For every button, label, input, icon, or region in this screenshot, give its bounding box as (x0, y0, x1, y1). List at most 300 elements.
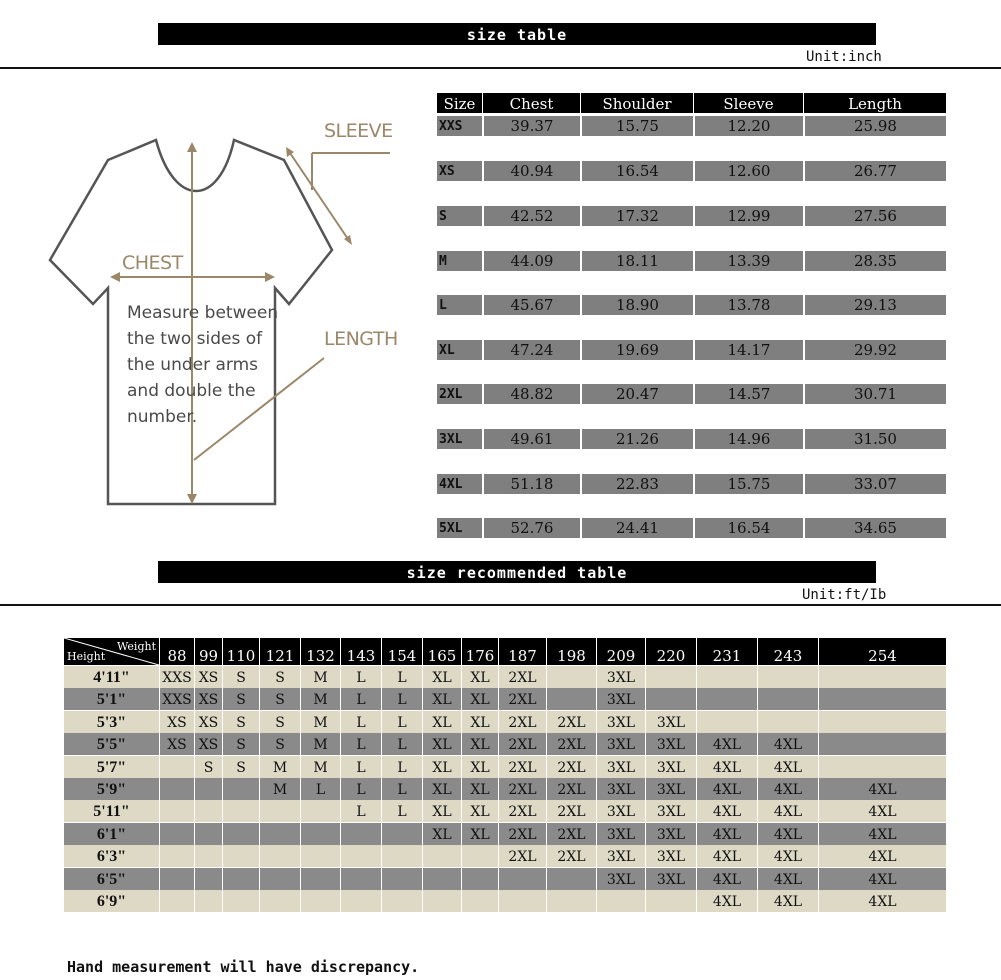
recommend-size-cell (645, 890, 696, 912)
sleeve-label: SLEEVE (324, 120, 393, 142)
height-cell: 5'11" (93, 803, 130, 821)
weight-header-cell: 88 (159, 638, 194, 665)
recommend-size-cell: XL (422, 778, 461, 800)
recommend-size-cell: XS (194, 711, 222, 733)
recommend-size-cell (159, 868, 194, 890)
recommend-size-cell: 4XL (696, 890, 757, 912)
measure-cell: 40.94 (482, 161, 580, 181)
recommend-size-cell: 4XL (696, 845, 757, 867)
measure-cell: 24.41 (580, 518, 693, 538)
recommend-size-cell: L (381, 778, 422, 800)
size-cell: XXS (439, 119, 463, 134)
recommend-size-cell: L (381, 756, 422, 778)
measure-cell: 29.13 (803, 295, 946, 315)
corner-weight-label: Weight (117, 640, 156, 653)
recommend-size-cell (259, 823, 300, 845)
recommend-size-cell: L (340, 778, 381, 800)
chest-label: CHEST (122, 252, 183, 274)
recommend-size-cell: M (300, 711, 340, 733)
weight-header-cell: 143 (340, 638, 381, 665)
recommend-size-cell: 4XL (818, 890, 946, 912)
recommend-size-cell (696, 688, 757, 710)
recommend-size-cell: L (340, 666, 381, 688)
recommend-size-cell: 3XL (645, 800, 696, 822)
recommend-size-cell (340, 890, 381, 912)
weight-header-cell: 209 (596, 638, 645, 665)
measure-cell: 52.76 (482, 518, 580, 538)
recommend-size-cell: L (381, 711, 422, 733)
recommend-size-cell: 2XL (498, 845, 546, 867)
recommend-size-cell (300, 800, 340, 822)
header-shoulder: Shoulder (580, 93, 693, 113)
recommend-size-cell: XL (422, 823, 461, 845)
measure-cell: 22.83 (580, 474, 693, 494)
recommend-size-cell: XL (461, 756, 498, 778)
recommend-size-cell: L (340, 688, 381, 710)
weight-header-cell: 132 (300, 638, 340, 665)
size-row (437, 384, 946, 404)
measure-cell: 29.92 (803, 340, 946, 360)
recommend-size-cell: XS (194, 666, 222, 688)
header-sleeve: Sleeve (693, 93, 803, 113)
weight-header-cell: 121 (259, 638, 300, 665)
height-cell: 5'3" (96, 713, 127, 731)
recommend-size-cell (381, 845, 422, 867)
recommend-size-cell (222, 778, 259, 800)
recommend-size-cell: M (300, 733, 340, 755)
recommend-size-cell (757, 711, 818, 733)
recommend-size-cell: 2XL (546, 756, 596, 778)
recommend-size-cell: 3XL (596, 800, 645, 822)
recommend-size-cell: 2XL (546, 778, 596, 800)
measure-cell: 51.18 (482, 474, 580, 494)
recommend-size-cell: 3XL (596, 778, 645, 800)
recommend-size-cell: M (259, 778, 300, 800)
recommend-size-cell: 4XL (696, 868, 757, 890)
recommend-row (64, 756, 946, 778)
recommend-size-cell: XS (194, 688, 222, 710)
size-cell: XL (439, 343, 455, 358)
recommend-size-cell (340, 845, 381, 867)
recommend-size-cell: 2XL (498, 733, 546, 755)
recommend-size-cell: 3XL (645, 823, 696, 845)
recommend-row (64, 711, 946, 733)
recommend-size-cell (696, 666, 757, 688)
size-row (437, 340, 946, 360)
recommend-size-cell: 3XL (645, 733, 696, 755)
tshirt-diagram (44, 90, 404, 520)
height-cell: 6'1" (96, 825, 127, 843)
recommend-size-cell: L (340, 733, 381, 755)
recommend-size-cell (194, 778, 222, 800)
height-cell: 6'3" (96, 848, 127, 866)
recommend-size-cell (498, 868, 546, 890)
recommend-table-banner: size recommended table (158, 561, 876, 583)
measure-cell: 16.54 (693, 518, 803, 538)
recommend-size-cell (222, 800, 259, 822)
measure-cell: 13.78 (693, 295, 803, 315)
recommend-size-cell: S (222, 756, 259, 778)
size-table (437, 93, 946, 537)
weight-header-cell: 187 (498, 638, 546, 665)
recommend-size-cell: 4XL (757, 890, 818, 912)
recommend-size-cell (498, 890, 546, 912)
recommend-size-cell: M (259, 756, 300, 778)
measure-cell: 18.11 (580, 251, 693, 271)
measure-cell: 18.90 (580, 295, 693, 315)
recommend-size-cell (159, 756, 194, 778)
measure-cell: 44.09 (482, 251, 580, 271)
recommend-size-cell: L (381, 800, 422, 822)
recommend-size-cell: 2XL (498, 666, 546, 688)
recommend-size-cell: 4XL (757, 845, 818, 867)
size-row (437, 161, 946, 181)
measure-cell: 34.65 (803, 518, 946, 538)
recommend-size-cell: 4XL (818, 845, 946, 867)
header-chest: Chest (482, 93, 580, 113)
recommend-size-cell: XL (422, 711, 461, 733)
recommend-size-cell: S (194, 756, 222, 778)
measure-cell: 19.69 (580, 340, 693, 360)
recommend-size-cell (546, 868, 596, 890)
recommend-size-cell: 3XL (596, 756, 645, 778)
recommend-size-cell (259, 890, 300, 912)
weight-header-cell: 110 (222, 638, 259, 665)
recommend-size-cell: 2XL (546, 711, 596, 733)
recommend-size-cell: XL (461, 733, 498, 755)
size-row (437, 518, 946, 538)
measure-cell: 14.57 (693, 384, 803, 404)
size-table-unit: Unit:inch (806, 49, 882, 65)
height-cell: 5'1" (96, 691, 127, 709)
recommend-size-cell: 2XL (546, 800, 596, 822)
recommend-size-cell (818, 756, 946, 778)
recommend-size-cell (159, 800, 194, 822)
measure-cell: 15.75 (580, 116, 693, 136)
recommend-size-cell: 4XL (818, 800, 946, 822)
recommend-size-cell: XS (194, 733, 222, 755)
recommend-size-cell (381, 868, 422, 890)
size-row (437, 474, 946, 494)
recommend-size-cell (300, 845, 340, 867)
recommend-size-cell (381, 823, 422, 845)
measure-cell: 27.56 (803, 206, 946, 226)
size-row (437, 206, 946, 226)
recommend-size-cell: 4XL (818, 823, 946, 845)
recommend-size-cell (159, 778, 194, 800)
recommend-row (64, 688, 946, 710)
recommend-size-cell: 3XL (645, 711, 696, 733)
recommend-size-cell: 3XL (596, 845, 645, 867)
recommend-size-cell: 2XL (546, 823, 596, 845)
recommend-size-cell: S (259, 688, 300, 710)
recommend-size-cell: 4XL (696, 800, 757, 822)
recommend-size-cell (645, 666, 696, 688)
recommend-size-cell: 4XL (757, 733, 818, 755)
length-label: LENGTH (324, 328, 398, 350)
recommend-size-cell: 3XL (596, 666, 645, 688)
recommend-size-cell (461, 845, 498, 867)
recommend-size-cell: 4XL (757, 823, 818, 845)
measure-cell: 14.17 (693, 340, 803, 360)
measure-cell: 13.39 (693, 251, 803, 271)
measure-cell: 28.35 (803, 251, 946, 271)
size-cell: XS (439, 164, 455, 179)
recommend-size-cell: M (300, 688, 340, 710)
recommend-size-cell (422, 868, 461, 890)
weight-header-cell: 231 (696, 638, 757, 665)
size-row (437, 429, 946, 449)
weight-header-cell: 165 (422, 638, 461, 665)
height-cell: 5'9" (96, 781, 127, 798)
weight-header-cell: 220 (645, 638, 696, 665)
height-cell: 6'9" (96, 893, 127, 910)
recommend-size-cell: XL (461, 800, 498, 822)
recommend-size-cell: 2XL (498, 800, 546, 822)
corner-height-label: Height (67, 650, 106, 663)
recommend-size-cell: 4XL (696, 733, 757, 755)
recommend-size-cell: S (222, 666, 259, 688)
measure-cell: 26.77 (803, 161, 946, 181)
weight-header-cell: 254 (818, 638, 946, 665)
recommend-size-cell: XXS (159, 666, 194, 688)
recommend-size-cell: XL (422, 756, 461, 778)
recommend-size-cell: XL (422, 688, 461, 710)
recommend-size-cell: XL (461, 778, 498, 800)
recommend-row (64, 845, 946, 867)
recommend-size-cell: S (222, 688, 259, 710)
size-row (437, 295, 946, 315)
recommend-size-cell (159, 890, 194, 912)
recommend-size-cell: XL (461, 711, 498, 733)
measure-cell: 16.54 (580, 161, 693, 181)
recommend-size-cell (340, 868, 381, 890)
measure-cell: 49.61 (482, 429, 580, 449)
recommend-size-cell (546, 688, 596, 710)
recommend-size-cell: M (300, 666, 340, 688)
instruction-line: the under arms (127, 355, 259, 375)
recommend-row (64, 868, 946, 890)
recommend-table-header (64, 638, 946, 665)
measure-cell: 33.07 (803, 474, 946, 494)
recommend-size-cell (259, 868, 300, 890)
recommend-size-cell: 4XL (757, 756, 818, 778)
instruction-line: the two sides of (127, 329, 263, 349)
measure-cell: 45.67 (482, 295, 580, 315)
measure-cell: 30.71 (803, 384, 946, 404)
weight-header-cell: 243 (757, 638, 818, 665)
size-row (437, 251, 946, 271)
recommend-row (64, 823, 946, 845)
recommend-size-cell: XS (159, 711, 194, 733)
size-cell: S (439, 209, 447, 224)
recommend-size-cell (818, 733, 946, 755)
recommend-size-cell: 4XL (757, 868, 818, 890)
size-table-banner: size table (158, 23, 876, 45)
header-length: Length (803, 93, 946, 113)
recommend-size-cell (461, 868, 498, 890)
recommend-size-cell: XL (461, 823, 498, 845)
recommend-size-cell: 4XL (818, 778, 946, 800)
recommend-size-cell: 2XL (546, 845, 596, 867)
size-cell: M (439, 254, 447, 269)
recommend-size-cell (422, 890, 461, 912)
recommend-size-cell (422, 845, 461, 867)
measure-cell: 25.98 (803, 116, 946, 136)
measure-cell: 14.96 (693, 429, 803, 449)
recommend-size-cell: 3XL (596, 711, 645, 733)
recommend-size-cell (194, 868, 222, 890)
header-size: Size (443, 95, 476, 113)
recommend-row (64, 800, 946, 822)
recommend-size-cell (300, 890, 340, 912)
recommend-size-cell: L (340, 800, 381, 822)
recommend-size-cell (596, 890, 645, 912)
instruction-line: and double the (127, 381, 256, 401)
measure-instructions (127, 300, 278, 430)
recommend-size-cell: S (259, 733, 300, 755)
weight-header-cell: 154 (381, 638, 422, 665)
middle-divider (0, 604, 1001, 606)
recommend-size-cell: XL (422, 800, 461, 822)
recommend-size-cell (381, 890, 422, 912)
recommend-size-cell: 2XL (546, 733, 596, 755)
weight-header-cell: 198 (546, 638, 596, 665)
recommend-row (64, 778, 946, 800)
size-cell: 3XL (439, 432, 463, 447)
recommend-size-cell (818, 688, 946, 710)
recommend-size-cell: 2XL (498, 711, 546, 733)
measure-cell: 12.99 (693, 206, 803, 226)
recommend-size-cell: 4XL (818, 868, 946, 890)
recommend-size-cell: 2XL (498, 778, 546, 800)
recommend-size-cell (222, 890, 259, 912)
recommend-size-cell (757, 688, 818, 710)
recommend-size-cell: 4XL (757, 778, 818, 800)
recommend-size-cell (259, 845, 300, 867)
measure-cell: 17.32 (580, 206, 693, 226)
recommend-size-cell (194, 800, 222, 822)
instruction-line: Measure between (127, 303, 279, 323)
measure-cell: 12.60 (693, 161, 803, 181)
measure-cell: 48.82 (482, 384, 580, 404)
recommend-size-cell: XL (422, 733, 461, 755)
recommend-size-cell: M (300, 756, 340, 778)
recommend-size-cell (461, 890, 498, 912)
recommend-size-cell (696, 711, 757, 733)
measure-cell: 15.75 (693, 474, 803, 494)
recommend-size-cell (300, 823, 340, 845)
measure-cell: 31.50 (803, 429, 946, 449)
height-cell: 5'5" (96, 736, 127, 754)
top-divider (0, 67, 1001, 69)
recommend-size-cell: L (300, 778, 340, 800)
measure-cell: 42.52 (482, 206, 580, 226)
recommend-size-cell (645, 688, 696, 710)
weight-header-cell: 99 (194, 638, 222, 665)
size-row (437, 116, 946, 136)
size-cell: 5XL (439, 521, 463, 536)
recommend-size-cell: 3XL (645, 845, 696, 867)
size-table-header (437, 93, 946, 113)
size-cell: 2XL (439, 387, 463, 402)
recommend-size-cell: 3XL (645, 756, 696, 778)
measure-cell: 20.47 (580, 384, 693, 404)
recommend-size-cell: S (259, 666, 300, 688)
recommend-size-cell: 4XL (696, 756, 757, 778)
recommend-row (64, 733, 946, 755)
recommend-size-cell (818, 666, 946, 688)
recommend-size-cell (194, 890, 222, 912)
recommend-size-cell (340, 823, 381, 845)
recommend-size-cell (546, 666, 596, 688)
size-cell: 4XL (439, 477, 463, 492)
recommend-size-cell: XL (422, 666, 461, 688)
recommend-size-cell: S (222, 733, 259, 755)
recommend-row (64, 666, 946, 688)
recommend-size-cell: L (381, 733, 422, 755)
recommend-size-cell: 2XL (498, 823, 546, 845)
measure-cell: 21.26 (580, 429, 693, 449)
recommend-size-cell (300, 868, 340, 890)
size-cell: L (439, 298, 447, 313)
recommend-size-cell (222, 823, 259, 845)
recommend-size-cell: S (222, 711, 259, 733)
recommend-size-cell: 3XL (645, 868, 696, 890)
measure-cell: 12.20 (693, 116, 803, 136)
recommend-size-cell: L (340, 711, 381, 733)
height-cell: 6'5" (96, 870, 127, 888)
recommend-size-cell: 3XL (596, 823, 645, 845)
recommend-size-cell (222, 845, 259, 867)
recommend-size-cell: 3XL (596, 733, 645, 755)
recommend-size-cell (818, 711, 946, 733)
recommend-size-cell (194, 823, 222, 845)
recommend-size-cell: 3XL (645, 778, 696, 800)
recommend-size-cell (159, 845, 194, 867)
recommend-size-cell (194, 845, 222, 867)
measure-cell: 39.37 (482, 116, 580, 136)
header-corner (64, 638, 159, 665)
recommend-size-cell (757, 666, 818, 688)
instruction-line: number. (127, 407, 198, 427)
recommend-size-cell: L (381, 688, 422, 710)
recommend-size-cell: XS (159, 733, 194, 755)
recommend-size-cell: L (340, 756, 381, 778)
recommend-size-cell: S (259, 711, 300, 733)
recommend-size-cell: XL (461, 666, 498, 688)
recommend-size-cell: 2XL (498, 688, 546, 710)
recommend-size-cell: XXS (159, 688, 194, 710)
weight-header-cell: 176 (461, 638, 498, 665)
recommend-size-cell (222, 868, 259, 890)
recommend-row (64, 890, 946, 912)
recommend-size-cell: 4XL (696, 778, 757, 800)
recommend-size-cell: L (381, 666, 422, 688)
recommend-size-cell: 3XL (596, 868, 645, 890)
recommend-size-cell: 4XL (757, 800, 818, 822)
recommend-size-cell (546, 890, 596, 912)
measure-cell: 47.24 (482, 340, 580, 360)
recommend-size-cell: XL (461, 688, 498, 710)
recommend-size-cell (159, 823, 194, 845)
height-cell: 5'7" (96, 758, 127, 776)
recommend-size-cell: 4XL (696, 823, 757, 845)
measurement-note: Hand measurement will have discrepancy. (67, 958, 420, 976)
recommend-table-unit: Unit:ft/Ib (802, 587, 887, 603)
recommend-size-cell (259, 800, 300, 822)
height-cell: 4'11" (93, 669, 130, 686)
